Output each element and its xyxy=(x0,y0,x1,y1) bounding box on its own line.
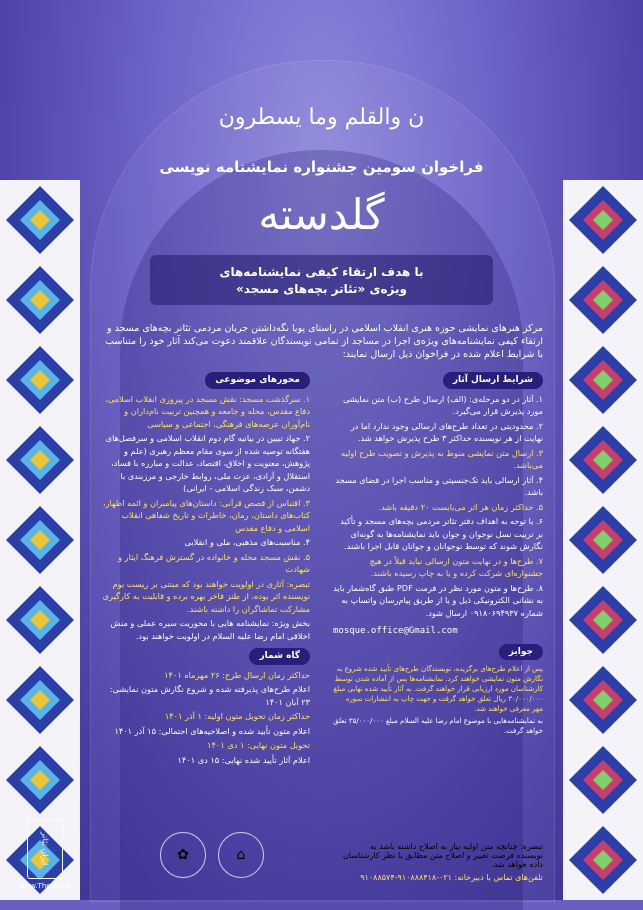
left-tile-column xyxy=(0,180,80,900)
footer-contact xyxy=(343,842,543,882)
topic-item: ۲. جهاد تبیین در بیانیه گام دوم انقلاب اسلامی و سرفصل‌های هفتگانه توصیه شده از سوی مقام معظم رهبری (علم و پژوهش، معنویت و اخلاق، اقتصاد، عدالت و مبارزه با فساد، استقلال و آزادی، عزت ملی، روابط خارجی و مرزبندی با دشمن، سبک زندگی اسلامی - ایرانی) xyxy=(105,433,310,493)
calendar-item: اعلام طرح‌های پذیرفته شده و شروع نگارش متون نمایشی: ۲۳ آبان ۱۴۰۱ xyxy=(109,684,310,707)
contact-phones: تلفن‌های تماس با دبیرخانه: ۰۲۱-۹۱۰۸۸۸۴۱۸-۹۱۰۸۸۵۷۴ xyxy=(360,873,543,882)
condition-item: ۶. با توجه به اهداف دفتر تئاتر مردمی بچه‌های مسجد و تأکید بر تربیت نسل نوجوان و جوان باید نمایشنامه‌ها به گونه‌ای نگارش شوند که توسط نوجوانان و جوانان قابل اجرا باشند. xyxy=(340,516,543,551)
iran-theater-logo: ایران تئاتر xyxy=(27,819,63,879)
banner-line-2: ویژه‌ی «تئاتر بچه‌های مسجد» xyxy=(236,281,407,296)
iran-theater-logo-block xyxy=(10,819,80,890)
conditions-heading: شرایط ارسال آثار xyxy=(443,372,543,389)
calendar-item: تحویل متون نهایی: ۱ دی ۱۴۰۱ xyxy=(207,740,310,750)
condition-item: ۴. آثار ارسالی باید تک‌جنسیتی و مناسب اجرا در فضای مسجد باشد. xyxy=(335,474,543,497)
festival-subtitle: فراخوان سومین جشنواره نمایشنامه نویسی xyxy=(159,158,484,176)
prizes-text: پس از اعلام طرح‌های برگزیده، نویسندگان طرح‌های تأیید شده شروع به نگارش متون نمایشی خواهند کرد. نمایشنامه‌ها پس از آماده شدن توسط کارشناسان مورد ارزیابی قرار خواهند گرفت. به آثار تأیید شده نهایی مبلغ ۳۰/۰۰۰/۰۰۰ ریال تعلق خواهد گرفت و جهت چاپ به انتشارات سوره مهر معرفی خواهند شد. xyxy=(333,665,543,713)
calendar-heading: گاه شمار xyxy=(249,648,310,665)
condition-item: ۵. حداکثر زمان هر اثر می‌بایست ۲۰ دقیقه باشد. xyxy=(378,501,543,512)
topic-item: ۵. نقش مسجد محله و خانواده در گسترش فرهنگ ایثار و شهادت xyxy=(118,551,310,574)
calendar-item: اعلام آثار تأیید شده نهایی: ۱۵ دی ۱۴۰۱ xyxy=(177,754,310,765)
organizer-seal-icon: ✿ xyxy=(160,832,206,878)
motto-calligraphy: ن والقلم وما یسطرون xyxy=(218,105,425,130)
goal-banner xyxy=(150,255,493,305)
website-link[interactable]: www.Theater.ir xyxy=(18,882,72,890)
right-tile-column xyxy=(563,180,643,900)
conditions-column xyxy=(333,372,543,738)
prizes-heading: جوایز xyxy=(499,644,543,661)
condition-item: ۸. طرح‌ها و متون مورد نظر در فرمت PDF طبق گاه‌شمار باید به نشانی الکترونیکی ذیل و یا از طریق پیام‌رسان واتساپ به شماره ۰۹۱۸۰۶۹۴۹۳۷ ارسال شود. xyxy=(333,582,543,618)
topics-note: تبصره: آثاری در اولویت خواهند بود که مبتنی بر زیست بوم نویسنده اثر بوده، از طنز فاخر بهره برده و قابلیت به کارگیری مشارکت تماشاگران را داشته باشند. xyxy=(102,578,310,614)
festival-title: گلدسته xyxy=(258,190,385,239)
condition-item: ۱. آثار در دو مرحله‌ی: (الف) ارسال طرح (ب) متن نمایشی مورد پذیرش قرار می‌گیرد. xyxy=(342,393,543,416)
condition-item: ۷. طرح‌ها و در نهایت متون ارسالی نباید قبلاً در هیچ جشنواره‌ای شرکت کرده و یا به چاپ رسیده باشند. xyxy=(369,555,543,578)
banner-line-1: با هدف ارتقاء کیفی نمایشنامه‌های xyxy=(219,264,424,279)
topic-item: ۳. اقتباس از قصص قرآنی: داستان‌های پیامبران و ائمه اطهار، کتاب‌های داستان، رمان، خاطرات و تاریخ شفاهی انقلاب اسلامی و دفاع مقدس xyxy=(102,497,310,533)
poster-content xyxy=(100,0,543,900)
condition-item: ۲. محدودیتی در تعداد طرح‌های ارسالی وجود ندارد اما در نهایت از هر نویسنده حداکثر ۳ طرح پذیرش خواهد شد. xyxy=(350,420,543,443)
topic-item: ۴. مناسبت‌های مذهبی، ملی و انقلابی xyxy=(184,537,310,547)
topics-column xyxy=(100,372,310,768)
submission-email[interactable]: mosque.office@Gmail.com xyxy=(333,626,458,636)
topic-item: ۱. سرگذشت مسجد: نقش مسجد در پیروزی انقلاب اسلامی، دفاع مقدس، محله و جامعه و همچنین تربیت نام‌داران و نام‌آوران عرصه‌های فرهنگی، اجتماعی و سیاسی xyxy=(105,393,310,429)
revision-note: تبصره: چنانچه متن اولیه نیاز به اصلاح داشته باشد به نویسنده فرصت تغییر و اصلاح متن مطابق با نظر کارشناسان داده خواهد شد. xyxy=(343,842,543,869)
mosque-seal-icon: ⌂ xyxy=(218,832,264,878)
prizes-note: به نمایشنامه‌هایی با موضوع امام رضا علیه السلام مبلغ ۳۵/۰۰۰/۰۰۰ تعلق خواهد گرفت. xyxy=(333,717,543,735)
calendar-item: اعلام متون تأیید شده و اصلاحیه‌های احتمالی: ۱۵ آذر ۱۴۰۱ xyxy=(114,725,310,736)
intro-paragraph: مرکز هنرهای نمایشی حوزه هنری انقلاب اسلامی در راستای پویا نگه‌داشتن جریان مردمی تئاتر بچه‌های مسجد و ارتقاء کیفی نمایشنامه‌های ویژه‌ی اجرا در مساجد از تمامی نویسندگان علاقمند دعوت می‌کند آثار خود را متناسب با شرایط اعلام شده در فراخوان ذیل ارسال نمایند: xyxy=(105,323,543,360)
calendar-item: حداکثر زمان ارسال طرح: ۲۶ مهرماه ۱۴۰۱ xyxy=(164,669,310,680)
condition-item: ۳. ارسال متن نمایشی منوط به پذیرش و تصویب طرح اولیه می‌باشد. xyxy=(340,447,543,470)
topics-heading: محورهای موضوعی xyxy=(205,372,310,389)
topics-special: بخش ویژه: نمایشنامه هایی با محوریت سیره عملی و منش اخلاقی امام رضا علیه السلام در اولویت خواهند بود. xyxy=(110,618,310,641)
calendar-item: حداکثر زمان تحویل متون اولیه: ۱ آذر ۱۴۰۱ xyxy=(164,711,310,721)
organizer-seals xyxy=(160,832,264,878)
